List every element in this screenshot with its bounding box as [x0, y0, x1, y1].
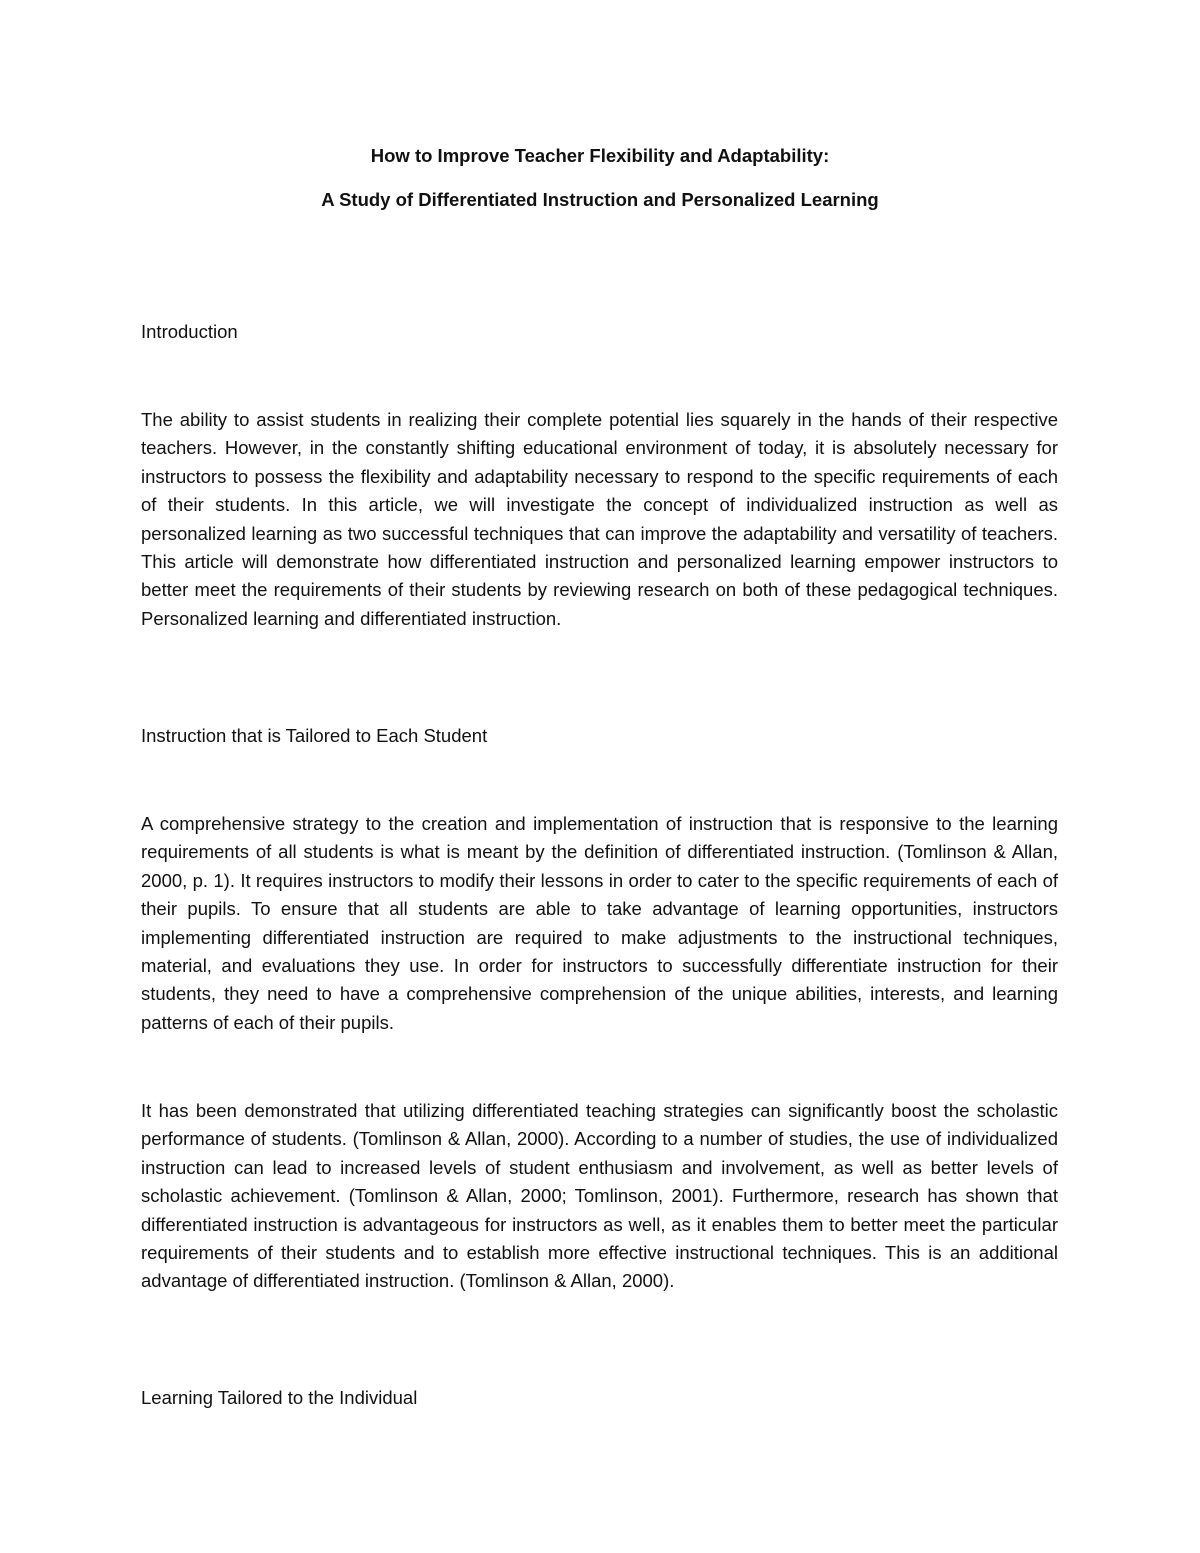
- section-heading-introduction: Introduction: [141, 321, 238, 342]
- section-heading-tailored-instruction: Instruction that is Tailored to Each Student: [141, 725, 488, 746]
- document-title: How to Improve Teacher Flexibility and Adaptability:: [370, 145, 830, 166]
- paragraph-introduction: The ability to assist students in realizing their complete potential lies squarely in the hands of their respective teachers. However, in the constantly shifting educational environment of today, it is absolutely necessary for instructors to possess the flexibility and adaptability necessary to respond to the specific requirements of each of their students. In this article, we will investigate the concept of individualized instruction as well as personalized learning as two successful techniques that can improve the adaptability and versatility of teachers. This article will demonstrate how differentiated instruction and personalized learning empower instructors to better meet the requirements of their students by reviewing research on both of these pedagogical techniques. Personalized learning and differentiated instruction.: [141, 409, 1058, 629]
- document-subtitle: A Study of Differentiated Instruction and Personalized Learning: [321, 189, 879, 210]
- section-heading-individual-learning: Learning Tailored to the Individual: [141, 1387, 418, 1408]
- paragraph-differentiated-benefits: It has been demonstrated that utilizing differentiated teaching strategies can significantly boost the scholastic performance of students. (Tomlinson & Allan, 2000). According to a number of studies, the use of individualized instruction can lead to increased levels of student enthusiasm and involvement, as well as better levels of scholastic achievement. (Tomlinson & Allan, 2000; Tomlinson, 2001). Furthermore, research has shown that differentiated instruction is advantageous for instructors as well, as it enables them to better meet the particular requirements of their students and to establish more effective instructional techniques. This is an additional advantage of differentiated instruction. (Tomlinson & Allan, 2000).: [141, 1100, 1058, 1292]
- paragraph-differentiated-definition: A comprehensive strategy to the creation and implementation of instruction that is responsive to the learning requirements of all students is what is meant by the definition of differentiated instruction. (Tomlinson & Allan, 2000, p. 1). It requires instructors to modify their lessons in order to cater to the specific requirements of each of their pupils. To ensure that all students are able to take advantage of learning opportunities, instructors implementing differentiated instruction are required to make adjustments to the instructional techniques, material, and evaluations they use. In order for instructors to successfully differentiate instruction for their students, they need to have a comprehensive comprehension of the unique abilities, interests, and learning patterns of each of their pupils.: [141, 813, 1058, 1033]
